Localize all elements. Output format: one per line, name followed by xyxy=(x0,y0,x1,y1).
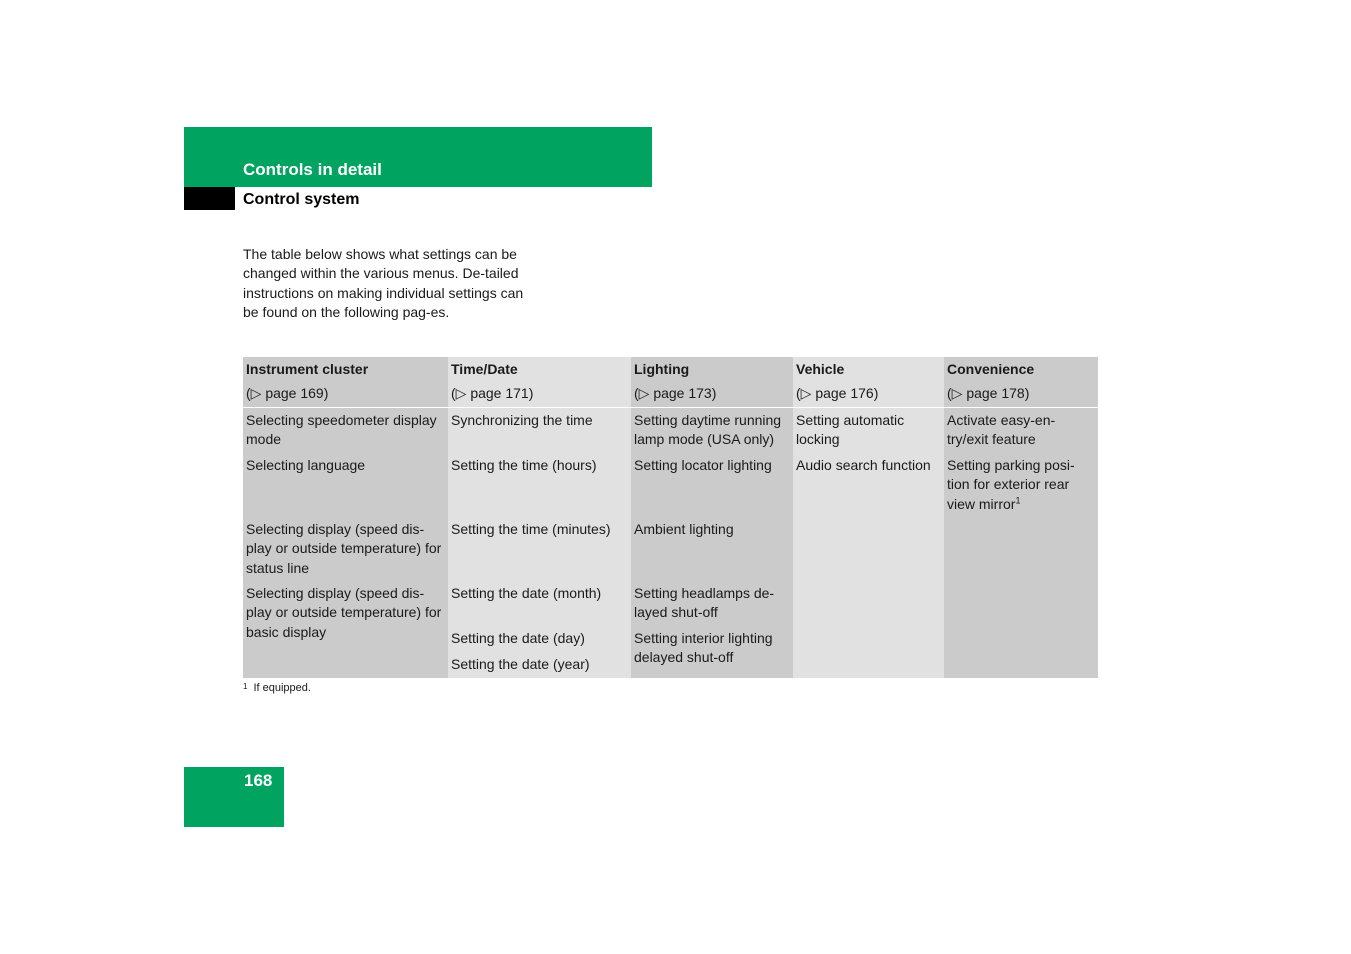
footnote-text: If equipped. xyxy=(253,682,311,694)
column-vehicle xyxy=(793,357,944,678)
column-time-date xyxy=(448,357,631,678)
column-title: Lighting xyxy=(634,361,690,377)
table-cell: Selecting display (speed dis-play or outside temperature) for basic display xyxy=(246,585,442,640)
column-header xyxy=(793,357,944,408)
table-cell: Audio search function xyxy=(796,457,931,473)
page-reference: (▷ page 178) xyxy=(947,385,1030,401)
page-reference: (▷ page 171) xyxy=(451,385,534,401)
column-header xyxy=(944,357,1098,408)
page-reference: (▷ page 173) xyxy=(634,385,717,401)
cell-text: Setting parking posi-tion for exterior rear view mirror xyxy=(947,457,1075,512)
table-cell: Setting the date (year) xyxy=(451,656,590,672)
column-header xyxy=(631,357,793,408)
column-header xyxy=(243,357,448,408)
table-cell xyxy=(947,456,1096,514)
column-title: Convenience xyxy=(947,361,1035,377)
page-number: 168 xyxy=(244,771,273,790)
column-title: Instrument cluster xyxy=(246,361,369,377)
page-reference: (▷ page 169) xyxy=(246,385,329,401)
column-instrument-cluster xyxy=(243,357,448,678)
table-cell: Selecting speedometer display mode xyxy=(246,412,437,448)
table-cell: Ambient lighting xyxy=(634,521,734,537)
table-cell: Setting the time (minutes) xyxy=(451,521,611,537)
subsection-title: Control system xyxy=(243,191,360,208)
page-reference: (▷ page 176) xyxy=(796,385,879,401)
table-cell: Synchronizing the time xyxy=(451,412,593,428)
table-cell: Setting daytime running lamp mode (USA only) xyxy=(634,412,782,448)
table-cell: Setting the date (day) xyxy=(451,630,585,646)
table-cell: Setting the date (month) xyxy=(451,585,602,601)
table-cell: Setting automatic locking xyxy=(796,412,905,448)
footnote-marker: 1 xyxy=(1015,495,1021,506)
column-convenience xyxy=(944,357,1098,678)
section-title: Controls in detail xyxy=(243,160,382,179)
column-title: Time/Date xyxy=(451,361,518,377)
table-cell: Setting interior lighting delayed shut-off xyxy=(634,630,773,666)
table-cell: Setting the time (hours) xyxy=(451,457,597,473)
footnote xyxy=(243,682,311,694)
table-cell: Setting headlamps de-layed shut-off xyxy=(634,585,775,621)
column-lighting xyxy=(631,357,793,678)
column-header xyxy=(448,357,631,408)
table-cell: Selecting display (speed dis-play or outside temperature) for status line xyxy=(246,521,442,576)
table-cell: Activate easy-en-try/exit feature xyxy=(947,412,1056,448)
subsection-marker xyxy=(184,187,235,210)
table-cell: Setting locator lighting xyxy=(634,457,772,473)
table-cell: Selecting language xyxy=(246,457,366,473)
settings-table xyxy=(243,357,1098,678)
intro-paragraph: The table below shows what settings can be changed within the various menus. De-tailed instructions on making individual settings can be found on the following pag-es. xyxy=(243,246,524,321)
footnote-number: 1 xyxy=(243,682,248,691)
column-title: Vehicle xyxy=(796,361,845,377)
